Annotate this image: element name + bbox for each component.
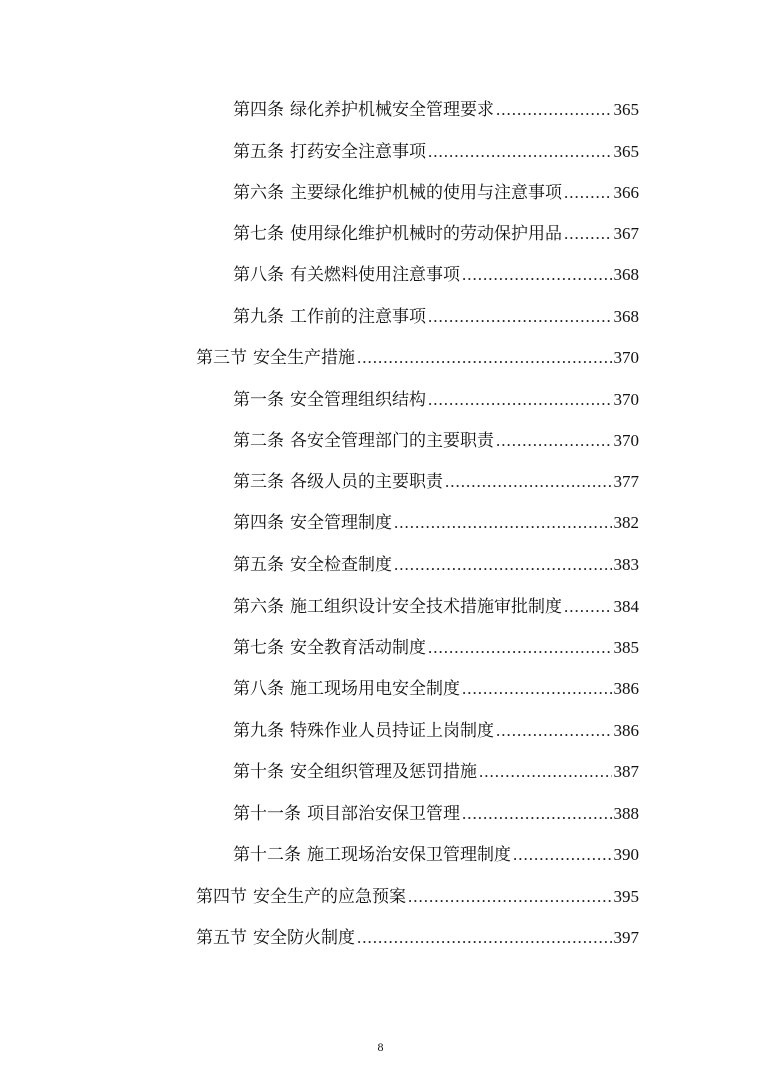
toc-entry-page: 387 <box>613 762 639 781</box>
toc-dot-leader <box>428 635 612 661</box>
toc-entry-label <box>233 718 496 744</box>
toc-entry-page: 365 <box>613 100 639 119</box>
toc-entry-title: 项目部治安保卫管理 <box>307 804 460 824</box>
toc-entry-label <box>196 925 357 951</box>
toc-entry-number: 第六条 <box>233 597 284 617</box>
toc-dot-leader <box>428 304 612 330</box>
toc-dot-leader <box>394 510 612 536</box>
toc-entry-number: 第三条 <box>233 472 284 492</box>
toc-entry-title: 使用绿化维护机械时的劳动保护用品 <box>290 224 562 244</box>
toc-dot-leader <box>496 97 612 123</box>
toc-dot-leader <box>564 221 612 247</box>
toc-entry[interactable] <box>233 221 639 247</box>
toc-dot-leader <box>496 428 612 454</box>
toc-entry-title: 有关燃料使用注意事项 <box>290 265 460 285</box>
toc-entry-number: 第六条 <box>233 183 284 203</box>
toc-entry[interactable] <box>233 510 639 536</box>
toc-entry-label <box>233 510 394 536</box>
toc-entry-page: 368 <box>613 307 639 326</box>
toc-entry-label <box>233 676 462 702</box>
toc-entry-page: 370 <box>613 390 639 409</box>
toc-entry[interactable] <box>233 801 639 827</box>
toc-entry[interactable] <box>233 552 639 578</box>
toc-entry-page: 395 <box>613 887 639 906</box>
toc-entry-label <box>233 97 496 123</box>
toc-entry[interactable] <box>233 676 639 702</box>
toc-dot-leader <box>408 884 612 910</box>
toc-entry-label <box>233 180 564 206</box>
toc-entry-number: 第二条 <box>233 431 284 451</box>
toc-entry[interactable] <box>233 97 639 123</box>
toc-dot-leader <box>394 552 612 578</box>
toc-entry-number: 第八条 <box>233 265 284 285</box>
toc-dot-leader <box>428 387 612 413</box>
toc-entry-title: 安全组织管理及惩罚措施 <box>290 762 477 782</box>
toc-dot-leader <box>462 676 612 702</box>
toc-entry-label <box>233 304 428 330</box>
toc-entry-title: 工作前的注意事项 <box>290 307 426 327</box>
toc-entry-title: 安全教育活动制度 <box>290 638 426 658</box>
toc-entry-page: 366 <box>613 183 639 202</box>
toc-section-entry[interactable] <box>196 345 639 371</box>
toc-entry-number: 第三节 <box>196 348 247 368</box>
toc-entry[interactable] <box>233 718 639 744</box>
toc-entry-number: 第五条 <box>233 555 284 575</box>
toc-entry-title: 安全管理组织结构 <box>290 390 426 410</box>
toc-entry-label <box>233 759 479 785</box>
toc-entry-page: 385 <box>613 638 639 657</box>
toc-entry-label <box>233 469 445 495</box>
toc-entry-title: 打药安全注意事项 <box>290 142 426 162</box>
toc-dot-leader <box>357 925 612 951</box>
toc-entry-page: 386 <box>613 721 639 740</box>
toc-entry-label <box>233 428 496 454</box>
toc-entry-page: 397 <box>613 928 639 947</box>
toc-entry-page: 386 <box>613 679 639 698</box>
toc-entry-page: 368 <box>613 265 639 284</box>
toc-entry-number: 第十条 <box>233 762 284 782</box>
toc-entry-page: 388 <box>613 804 639 823</box>
toc-entry-number: 第一条 <box>233 390 284 410</box>
toc-entry-number: 第四条 <box>233 513 284 533</box>
toc-entry-label <box>233 801 462 827</box>
toc-dot-leader <box>496 718 612 744</box>
toc-entry[interactable] <box>233 842 639 868</box>
toc-entry-label <box>233 387 428 413</box>
toc-entry-title: 安全检查制度 <box>290 555 392 575</box>
toc-entry-label <box>233 262 462 288</box>
toc-entry-title: 安全管理制度 <box>290 513 392 533</box>
toc-entry-number: 第四节 <box>196 887 247 907</box>
toc-entry-title: 施工现场用电安全制度 <box>290 679 460 699</box>
toc-section-entry[interactable] <box>196 884 639 910</box>
toc-entry-label <box>233 139 428 165</box>
toc-entry-title: 主要绿化维护机械的使用与注意事项 <box>290 183 562 203</box>
toc-entry-number: 第七条 <box>233 638 284 658</box>
toc-dot-leader <box>462 262 612 288</box>
toc-entry-title: 各安全管理部门的主要职责 <box>290 431 494 451</box>
toc-entry-number: 第七条 <box>233 224 284 244</box>
toc-entry-page: 377 <box>613 472 639 491</box>
toc-entry[interactable] <box>233 594 639 620</box>
toc-entry[interactable] <box>233 469 639 495</box>
toc-entry-title: 安全生产的应急预案 <box>253 887 406 907</box>
toc-entry-page: 365 <box>613 142 639 161</box>
toc-entry[interactable] <box>233 428 639 454</box>
toc-entry-title: 施工组织设计安全技术措施审批制度 <box>290 597 562 617</box>
page-number: 8 <box>377 1040 384 1054</box>
toc-entry-label <box>233 842 513 868</box>
toc-entry-page: 383 <box>613 555 639 574</box>
toc-dot-leader <box>357 345 612 371</box>
toc-entry-label <box>233 221 564 247</box>
toc-entry-title: 各级人员的主要职责 <box>290 472 443 492</box>
toc-dot-leader <box>445 469 612 495</box>
toc-entry[interactable] <box>233 180 639 206</box>
toc-entry[interactable] <box>233 304 639 330</box>
toc-entry-number: 第九条 <box>233 721 284 741</box>
toc-entry-label <box>196 884 408 910</box>
toc-entry-title: 安全防火制度 <box>253 928 355 948</box>
toc-section-entry[interactable] <box>196 925 639 951</box>
toc-dot-leader <box>428 139 612 165</box>
toc-entry-number: 第四条 <box>233 100 284 120</box>
toc-entry-number: 第八条 <box>233 679 284 699</box>
toc-entry-label <box>233 594 564 620</box>
toc-entry-page: 390 <box>613 845 639 864</box>
toc-entry-label <box>233 552 394 578</box>
toc-dot-leader <box>564 180 612 206</box>
toc-entry-title: 安全生产措施 <box>253 348 355 368</box>
toc-entry[interactable] <box>233 759 639 785</box>
toc-entry[interactable] <box>233 139 639 165</box>
toc-entry-number: 第十二条 <box>233 845 301 865</box>
toc-entry-label <box>196 345 357 371</box>
toc-entry-number: 第十一条 <box>233 804 301 824</box>
toc-dot-leader <box>513 842 612 868</box>
toc-entry-label <box>233 635 428 661</box>
toc-entry-page: 370 <box>613 348 639 367</box>
toc-entry-title: 特殊作业人员持证上岗制度 <box>290 721 494 741</box>
toc-entry-title: 绿化养护机械安全管理要求 <box>290 100 494 120</box>
toc-entry-page: 382 <box>613 513 639 532</box>
toc-entry-number: 第九条 <box>233 307 284 327</box>
toc-entry-number: 第五条 <box>233 142 284 162</box>
toc-entry[interactable] <box>233 387 639 413</box>
toc-entry-page: 370 <box>613 431 639 450</box>
toc-entry-title: 施工现场治安保卫管理制度 <box>307 845 511 865</box>
toc-entry-page: 367 <box>613 224 639 243</box>
toc-entry[interactable] <box>233 635 639 661</box>
toc-entry-page: 384 <box>613 597 639 616</box>
toc-entry-number: 第五节 <box>196 928 247 948</box>
toc-dot-leader <box>479 759 612 785</box>
toc-dot-leader <box>564 594 612 620</box>
toc-dot-leader <box>462 801 612 827</box>
toc-entry[interactable] <box>233 262 639 288</box>
